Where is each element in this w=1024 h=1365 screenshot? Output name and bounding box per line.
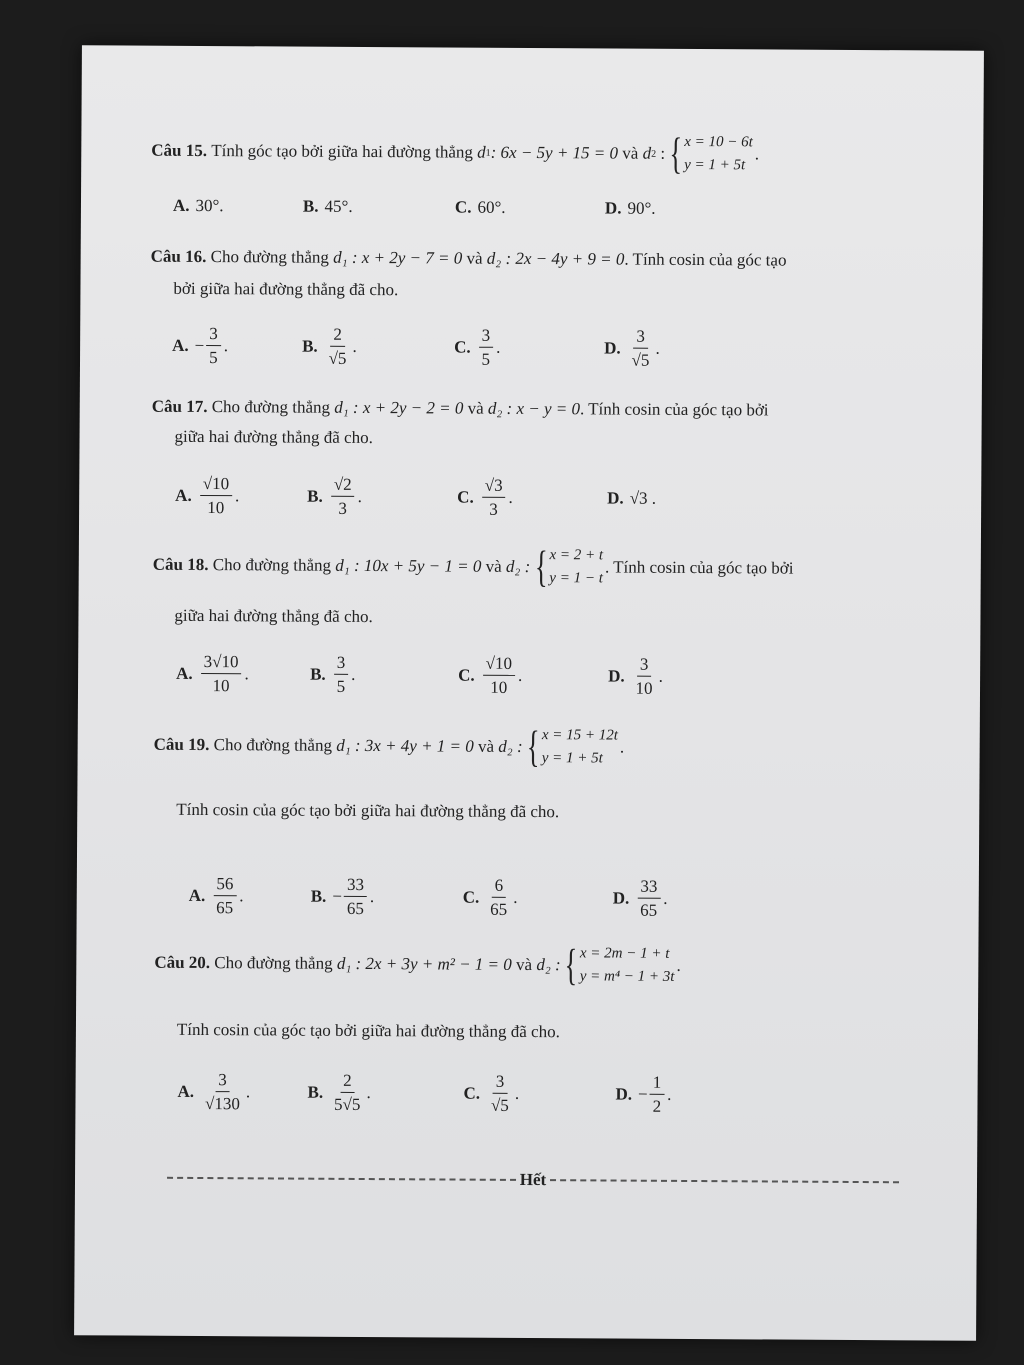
option-d[interactable]: D. $\frac{33}{65}$ .: [612, 876, 668, 920]
option-a[interactable]: A. 30°.: [172, 195, 224, 216]
end-marker: [167, 1168, 899, 1192]
line-d2-equation: d₂ : x − y = 0: [487, 398, 581, 419]
line-d1-equation: : 6x − 5y + 15 = 0: [490, 142, 619, 163]
option-c[interactable]: C. 60°.: [454, 197, 506, 217]
question-20: [154, 940, 681, 990]
question-text-tail: . Tính cosin của góc tạo: [624, 249, 787, 270]
line-d2-sub: 2: [651, 148, 657, 160]
system-row: x = 15 + 12t: [541, 727, 618, 744]
end-period: .: [754, 144, 760, 164]
line-d1-sub: 1: [485, 147, 491, 159]
line-d1-label: d: [477, 142, 486, 162]
question-number: Câu 19.: [153, 734, 210, 755]
line-d1-equation: d₁ : 10x + 5y − 1 = 0: [335, 556, 482, 576]
option-b[interactable]: B. $\frac{√2}{3}$ .: [307, 474, 362, 518]
question-text-tail: . Tính cosin của góc tạo bởi: [579, 399, 769, 420]
option-d[interactable]: D. 90°.: [604, 198, 656, 218]
question-16: [151, 246, 787, 272]
line-d2-equation: d₂ : 2x − 4y + 9 = 0: [486, 248, 625, 269]
line-d1-equation: d₁ : 3x + 4y + 1 = 0: [336, 736, 474, 756]
option-c[interactable]: C. $\frac{3}{√5}$ .: [463, 1071, 520, 1115]
question-20-continuation: Tính cosin của góc tạo bởi giữa hai đường thẳng đã cho.: [176, 1019, 560, 1042]
option-c[interactable]: C. $\frac{√10}{10}$ .: [458, 653, 523, 697]
question-text-tail: . Tính cosin của góc tạo bởi: [604, 557, 794, 578]
question-text: Cho đường thẳng: [210, 247, 330, 267]
line-d2-system: { x = 10 − 6t y = 1 + 5t: [669, 129, 753, 179]
line-d2-system: { x = 2 + t y = 1 − t: [534, 542, 604, 592]
line-d2-system: { x = 2m − 1 + t y = m⁴ − 1 + 3t: [564, 940, 675, 990]
line-d1-equation: d₁ : x + 2y − 7 = 0: [333, 247, 463, 268]
question-15: Câu 15. Tính góc tạo bởi giữa hai đường thẳng d 1 : 6x − 5y + 15 = 0 và d 2 : { x = 10 − 6t y = 1 + 5t .: [151, 129, 760, 179]
question-text: Cho đường thẳng: [213, 735, 333, 756]
question-text: Cho đường thẳng: [212, 555, 332, 575]
option-b[interactable]: B. 45°.: [302, 196, 353, 216]
question-19-continuation: Tính cosin của góc tạo bởi giữa hai đường thẳng đã cho.: [176, 799, 560, 822]
and-word: và: [516, 955, 533, 975]
question-number: Câu 15.: [151, 140, 208, 161]
question-text: Cho đường thẳng: [214, 953, 333, 974]
option-b[interactable]: B. $\frac{2}{5√5}$ .: [307, 1070, 371, 1114]
and-word: và: [485, 556, 502, 577]
question-number: Câu 18.: [152, 554, 209, 575]
exam-page: [74, 45, 984, 1340]
question-19: [154, 722, 625, 771]
option-d[interactable]: D. $\frac{3}{√5}$ .: [604, 326, 660, 370]
question-18: [153, 542, 794, 592]
system-row: x = 2m − 1 + t: [579, 945, 670, 962]
line-d2-label: d₂ :: [498, 737, 523, 757]
system-row: y = 1 − t: [549, 570, 603, 587]
option-a[interactable]: A. $\frac{3√10}{10}$ .: [176, 652, 249, 696]
option-c[interactable]: C. $\frac{√3}{3}$ .: [457, 475, 513, 519]
dashed-rule-right: [550, 1179, 899, 1183]
question-17: [152, 396, 769, 422]
option-a[interactable]: A. $\frac{3}{√130}$ .: [177, 1070, 251, 1114]
line-d1-equation: d₁ : 2x + 3y + m² − 1 = 0: [336, 954, 512, 975]
question-16-continuation: bởi giữa hai đường thẳng đã cho.: [173, 278, 399, 300]
line-d2-label: d₂ :: [505, 557, 531, 577]
option-a[interactable]: A. $\frac{56}{65}$ .: [188, 874, 244, 918]
line-d2-system: { x = 15 + 12t y = 1 + 5t: [526, 722, 618, 772]
option-d[interactable]: D. − $\frac{1}{2}$ .: [615, 1072, 672, 1116]
question-text: Tính góc tạo bởi giữa hai đường thẳng: [211, 141, 473, 162]
option-b[interactable]: B. $\frac{3}{5}$ .: [310, 652, 356, 696]
line-d2-label: d: [642, 143, 652, 163]
dashed-rule-left: [167, 1177, 516, 1181]
option-b[interactable]: B. − $\frac{33}{65}$ .: [310, 874, 375, 918]
and-word: và: [622, 143, 639, 163]
question-text: Cho đường thẳng: [211, 397, 331, 417]
and-word: và: [466, 248, 483, 268]
option-a[interactable]: A. − $\frac{3}{5}$ .: [172, 324, 229, 368]
line-d2-label: d₂ :: [536, 955, 561, 975]
end-period: .: [676, 956, 681, 976]
option-d[interactable]: D. $\frac{3}{10}$ .: [608, 654, 663, 698]
line-d1-equation: d₁ : x + 2y − 2 = 0: [334, 397, 464, 418]
question-number: Câu 16.: [150, 246, 207, 267]
option-b[interactable]: B. $\frac{2}{√5}$ .: [302, 324, 357, 368]
and-word: và: [467, 398, 484, 418]
system-row: x = 2 + t: [549, 547, 604, 564]
question-number: Câu 20.: [154, 952, 211, 973]
system-row: x = 10 − 6t: [684, 133, 753, 151]
system-row: y = 1 + 5t: [541, 750, 603, 767]
question-18-continuation: giữa hai đường thẳng đã cho.: [174, 605, 373, 627]
option-c[interactable]: C. $\frac{6}{65}$ .: [462, 875, 518, 919]
system-row: y = m⁴ − 1 + 3t: [579, 968, 675, 986]
and-word: và: [477, 736, 495, 756]
option-c[interactable]: C. $\frac{3}{5}$ .: [454, 325, 501, 369]
question-number: Câu 17.: [151, 396, 208, 417]
question-17-continuation: giữa hai đường thẳng đã cho.: [174, 426, 373, 448]
option-d[interactable]: D. √3 .: [607, 488, 657, 508]
end-period: .: [619, 737, 625, 757]
end-text: Hết: [519, 1169, 547, 1190]
system-row: y = 1 + 5t: [684, 157, 746, 174]
option-a[interactable]: A. $\frac{√10}{10}$ .: [175, 474, 240, 518]
